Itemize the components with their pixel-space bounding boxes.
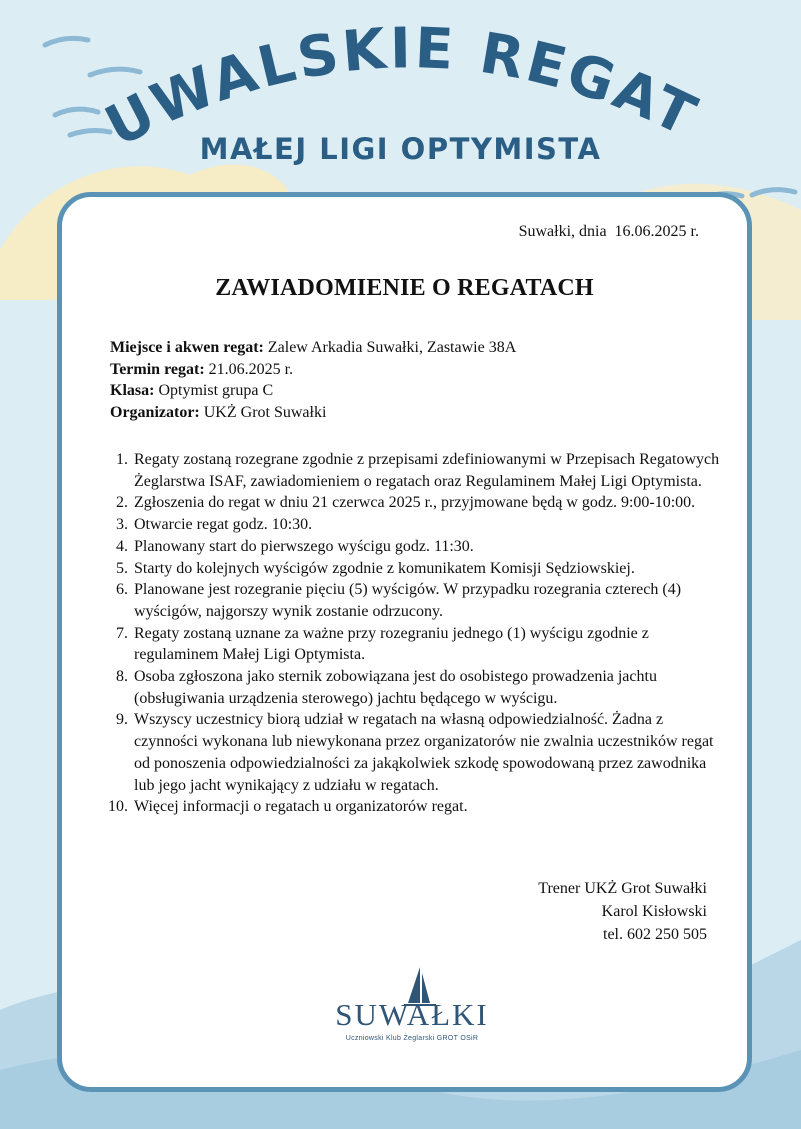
list-item: 5. Starty do kolejnych wyścigów zgodnie z komunikatem Komisji Sędziowskiej.	[116, 559, 635, 577]
info-place: Miejsce i akwen regat: Zalew Arkadia Suwałki, Zastawie 38A	[110, 339, 517, 356]
list-item: 6. Planowane jest rozegranie pięciu (5) wyścigów. W przypadku rozegrania czterech (4) wyścigów, najgorszy wynik zostanie odrzucony.	[116, 581, 682, 620]
list-item: 9. Wszyscy uczestnicy biorą udział w regatach na własną odpowiedzialność. Żadna z czynności wykonana lub niewykonana przez organizatorów nie zwalnia uczestników regat od ponoszenia odpowiedzialności za jakąkolwiek szkodę spowodowaną przez zawodnika lub jego jacht wynikający z udziału w regatach.	[116, 711, 714, 794]
list-item: 3. Otwarcie regat godz. 10:30.	[116, 516, 313, 534]
info-class: Klasa: Optymist grupa C	[110, 382, 274, 399]
header-subtitle: MAŁEJ LIGI OPTYMISTA	[199, 132, 602, 166]
signature-name: Karol Kisłowski	[601, 903, 707, 920]
rules-list	[100, 449, 720, 818]
list-item: 7. Regaty zostaną uznane za ważne przy rozegraniu jednego (1) wyścigu zgodnie z regulaminem Małej Ligi Optymista.	[116, 624, 649, 664]
list-item: 8. Osoba zgłoszona jako sternik zobowiązana jest do osobistego prowadzenia jachtu (obsługiwania urządzenia sterowego) jachtu będącego w wyścigu.	[116, 668, 657, 707]
signature-phone: tel. 602 250 505	[603, 926, 707, 943]
date-line: Suwałki, dnia 16.06.2025 r.	[518, 223, 699, 240]
logo-text: SUWAŁKI	[335, 997, 489, 1032]
info-block	[110, 337, 516, 423]
club-logo	[332, 967, 492, 1047]
signature-block	[538, 877, 707, 946]
document-card	[57, 192, 752, 1092]
info-organizer: Organizator: UKŻ Grot Suwałki	[110, 403, 327, 421]
title-text: UWALSKIE REGAT	[95, 20, 708, 160]
logo-subtext: Uczniowski Klub Żeglarski GROT OSiR	[345, 1035, 479, 1042]
list-item: 4. Planowany start do pierwszego wyścigu godz. 11:30.	[116, 537, 474, 555]
signature-role: Trener UKŻ Grot Suwałki	[538, 880, 707, 897]
list-item: 1. Regaty zostaną rozegrane zgodnie z przepisami zdefiniowanymi w Przepisach Regatowych Żeglarstwa ISAF, zawiadomieniem o regatach oraz Regulaminem Małej Ligi Optymista.	[116, 451, 720, 490]
list-item: 10. Więcej informacji o regatach u organizatorów regat.	[108, 798, 468, 816]
info-date: Termin regat: 21.06.2025 r.	[110, 360, 294, 378]
list-item: 2. Zgłoszenia do regat w dniu 21 czerwca 2025 r., przyjmowane będą w godz. 9:00-10:00.	[116, 494, 696, 512]
document-title: ZAWIADOMIENIE O REGATACH	[215, 275, 594, 301]
